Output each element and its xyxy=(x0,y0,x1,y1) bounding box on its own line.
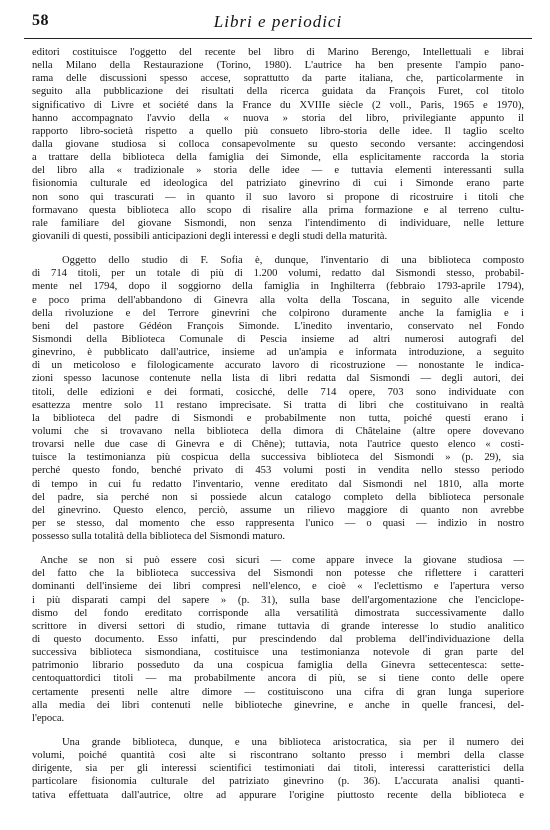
paragraph xyxy=(32,554,524,725)
text-line: e poco prima dell'abbandono di Ginevra alla volta della Toscana, in seguito alle vicende xyxy=(32,294,524,306)
text-line: possesso sulla totalità della biblioteca del Sismondi maturo. xyxy=(32,531,286,543)
text-line: di questo documento. Esso infatti, pur prescindendo dal problema dell'individuazione della xyxy=(32,634,524,646)
body-text xyxy=(32,46,524,826)
text-line: zioni spesso lacunose contenute nella lista di libri redatta dal Sismondi — degli autori, dei xyxy=(32,373,524,385)
text-line: dismo del fondo ereditato corrisponde alla versatilità dimostrata successivamente dallo xyxy=(32,607,524,619)
text-line: nella Milano della Restaurazione (Torino, 1980). L'autrice ha ben presente l'ampio pano- xyxy=(32,60,524,72)
text-line: trovarsi nelle due case di Ginevra e di Chêne); tuttavia, nota l'autrice questo elenco « costi- xyxy=(32,439,524,451)
text-line: centoquattordici titoli — ma probabilmente ancora di più, se si tiene conto delle opere xyxy=(32,673,524,685)
text-line: rama delle discussioni spesso accese, soprattutto da parte italiana, che, particolarmente in xyxy=(32,73,524,85)
paragraph-gap xyxy=(32,243,524,254)
text-line: particolare fisionomia culturale del patriziato ginevrino (p. 36). L'accurata analisi quanti- xyxy=(32,776,524,788)
text-line: dalla giovane studiosa si colloca consapevolmente su questo secondo versante: accingendosi xyxy=(32,138,524,150)
header-rule xyxy=(24,38,532,39)
text-line: ginevrino, è pubblicato dall'autrice, insieme ad un'ampia e informata introduzione, a seguito xyxy=(32,347,524,359)
text-line: esattezza mentre solo 11 restano imprecisate. Si tratta di libri che costituivano in realtà xyxy=(32,399,524,411)
text-line: patrimonio librario posseduto da una cospicua famiglia della Ginevra settecentesca: sette- xyxy=(32,660,524,672)
text-line: volumi che si trovavano nella biblioteca della dimora di Châtelaine (altre opere dovevano xyxy=(32,425,524,437)
text-line: scrittore in diversi settori di studio, rimane tuttavia di grande interesse lo studio analitico xyxy=(32,620,524,632)
text-line: editori costituisce l'oggetto del recente bel libro di Marino Berengo, Intellettuali e librai xyxy=(32,47,524,58)
running-title: Libri e periodici xyxy=(213,12,343,31)
text-line: certamente presenti nelle altre dimore — costituiscono una cifra di gran lunga superiore xyxy=(32,686,524,698)
page-number: 58 xyxy=(32,12,49,29)
text-line: Oggetto dello studio di F. Sofia è, dunque, l'inventario di una biblioteca composto xyxy=(62,255,524,267)
text-line: Anche se non si può essere così sicuri — come appare invece la giovane studiosa — xyxy=(40,555,524,567)
paragraph xyxy=(32,254,524,543)
text-line: volumi, poiché quantità così alte si riscontrano soltanto presso i membri della classe xyxy=(32,750,524,762)
text-line: significativo di Livre et société dans la France du XVIIIe siècle (2 voll., Paris, 1965 e 1970), xyxy=(32,99,524,111)
text-line: titoli, delle edizioni e dei formati, cosicché, delle 714 opere, 703 sono individuate con xyxy=(32,386,524,398)
paragraph-gap xyxy=(32,725,524,736)
text-line: per se stesso, dal momento che esso rappresenta l'unico — o quasi — indizio in nostro xyxy=(32,517,524,529)
text-line: del ginevrino. Questo elenco, perciò, assume un rilievo maggiore di quanto non avrebbe xyxy=(32,504,524,516)
paragraph-gap xyxy=(32,543,524,554)
text-line: giovanili di questi, possibili anticipazioni degli interessi e degli studi della maturità. xyxy=(32,230,388,242)
text-line: rale familiare del giovane Sismondi, non senza l'intendimento di individuare, nelle letture xyxy=(32,217,524,229)
text-line: mente nel 1794, dopo il soggiorno della famiglia in Inghilterra (febbraio 1793-aprile 1794), xyxy=(32,281,524,293)
text-line: la biblioteca del padre di Sismondi e probabilmente non tutta, poiché questi erano i xyxy=(32,412,524,424)
text-line: i più disparati campi del sapere » (p. 31), sulla base dell'argomentazione che l'enciclope- xyxy=(32,594,524,606)
page-header xyxy=(24,10,532,34)
text-line: l'epoca. xyxy=(32,712,65,724)
text-line: rapporto libro-società rispetto a quello più consueto libro-storia delle idee. Il taglio scelto xyxy=(32,125,524,137)
text-line: fisionomia culturale ed ideologica del patriziato ginevrino di cui i Simonde erano parte xyxy=(32,178,524,190)
text-line: tuisce la testimonianza più cospicua della successiva biblioteca del Sismondi » (p. 29), sia xyxy=(32,452,524,464)
text-line: dirigente, sia per gli interessi scientifici testimoniati dai titoli, interessi caratteristici della xyxy=(32,763,524,775)
text-line: Sismondi della Biblioteca Comunale di Pescia insieme ad altri numerosi autografi del xyxy=(32,333,524,345)
text-line: di 714 titoli, per un totale di più di 1.200 volumi, redatto dal Sismondi stesso, probabil- xyxy=(32,268,524,280)
text-line: Una grande biblioteca, dunque, e una biblioteca aristocratica, sia per il numero dei xyxy=(62,737,524,749)
text-line: di tempo in cui fu redatto l'inventario, venne ereditato dal Sismondi nel 1810, alla morte xyxy=(32,478,524,490)
text-line: perché questo fondo, benché privato di 453 volumi posti in vendita nello stesso periodo xyxy=(32,465,524,477)
text-line: seguito alla pubblicazione dei risultati della ricerca guidata da François Furet, col titolo xyxy=(32,86,524,98)
text-line: dominanti dell'insieme dei libri compresi nell'elenco, e cioè « l'eclettismo e l'apertura verso xyxy=(32,581,524,593)
text-line: non sono qui trascurati — in quanto il suo lavoro si propone di ricostruire i titoli che xyxy=(32,191,524,203)
text-line: formavano questa biblioteca allo scopo di risalire alla prima formazione e al terreno cultu- xyxy=(32,204,524,216)
text-line: di un meticoloso e filologicamente accurato lavoro di ricostruzione — nonostante le indica- xyxy=(32,360,524,372)
text-line: del fatto che la biblioteca successiva del Sismondi non potesse che riflettere i caratteri xyxy=(32,568,524,580)
text-line: beni del pastore Gédéon François Simonde. L'inedito inventario, conservato nel Fondo xyxy=(32,320,524,332)
paragraph xyxy=(32,46,524,243)
text-line: alla media dei libri contenuti nelle biblioteche ginevrine, e anche in quelle francesi, del- xyxy=(32,699,524,711)
text-line: successiva biblioteca sismondiana, costituisce una testimonianza notevole di gran parte del xyxy=(32,647,524,659)
text-line: del libro alla « tradizionale » storia delle idee — e tuttavia elementi interessanti sulla xyxy=(32,165,524,177)
paragraph xyxy=(32,736,524,802)
text-line: del padre, sia perché non si possiede alcun catalogo completo della biblioteca personale xyxy=(32,491,524,503)
text-line: a trattare della biblioteca della famiglia dei Simonde, ella esplicitamente raccorda la storia xyxy=(32,152,524,164)
text-line: della rivoluzione e del Terrore ginevrini che colpirono duramente anche la famiglia e i xyxy=(32,307,524,319)
text-line: tativa effettuata dall'autrice, oltre ad appurare l'origine piuttosto recente della biblioteca e xyxy=(32,789,524,801)
text-line: hanno accompagnato l'avvio della « nuova » storia del libro, privilegiante appunto il xyxy=(32,112,524,124)
